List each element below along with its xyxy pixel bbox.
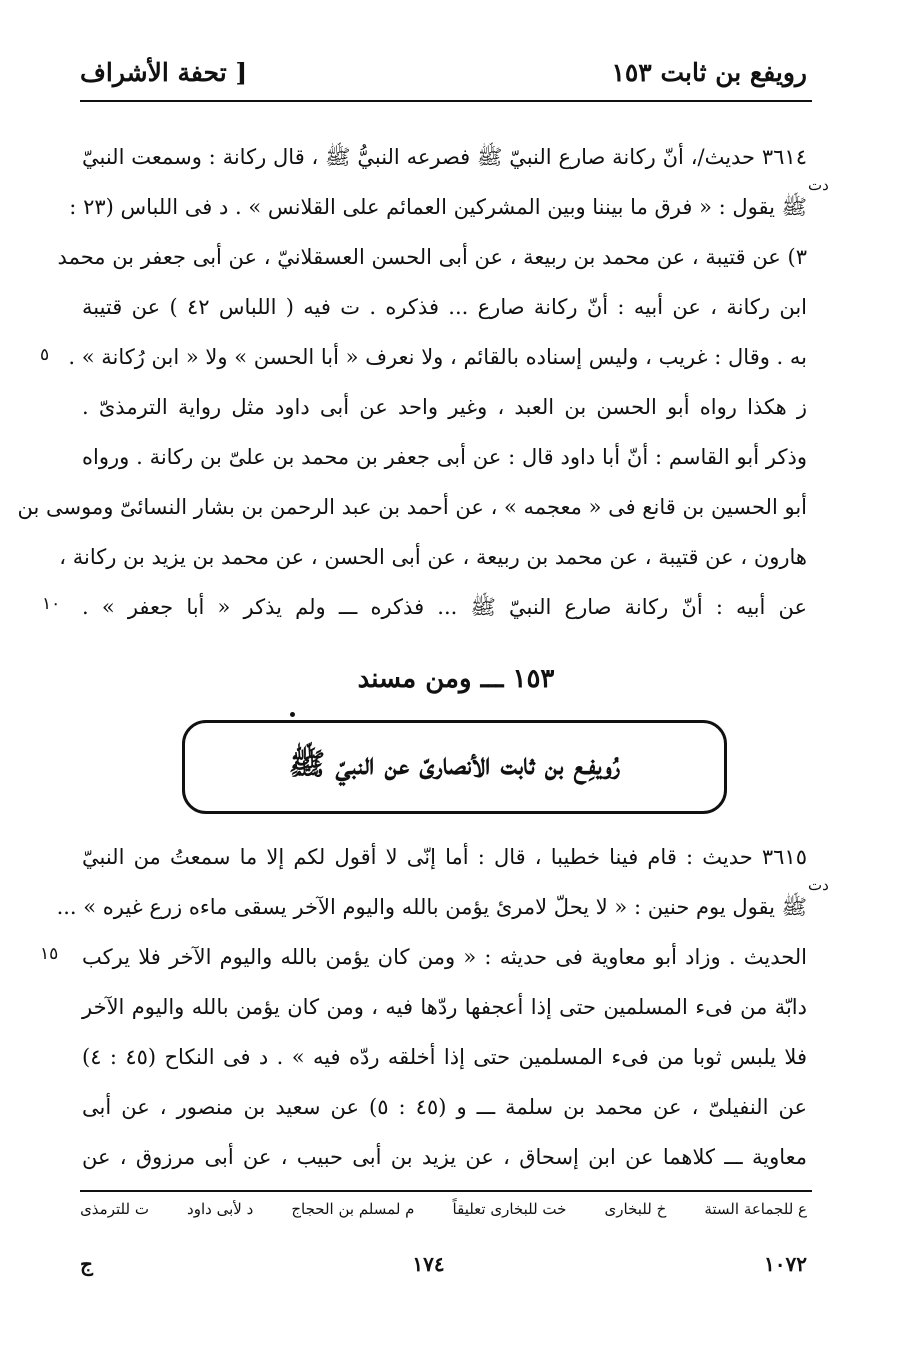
sigla-key	[80, 1200, 807, 1218]
text-line: ٣٦١٤ حديث/، أنّ ركانة صارع النبيّ ﷺ فصرعه النبيُّ ﷺ ، قال ركانة : وسمعت النبيّ	[82, 145, 807, 169]
sigla-item: خت للبخارى تعليقاً	[452, 1200, 567, 1218]
page-number: ١٧٤	[412, 1252, 445, 1276]
text-line: الحديث . وزاد أبو معاوية فى حديثه : « ومن كان يؤمن بالله واليوم الآخر فلا يركب	[82, 945, 807, 969]
line-number: ١٥	[40, 944, 59, 964]
text-line: ٣) عن قتيبة ، عن محمد بن ربيعة ، عن أبى الحسن العسقلانيّ ، عن أبى جعفر بن محمد	[57, 245, 807, 269]
text-line: به . وقال : غريب ، وليس إسناده بالقائم ، ولا نعرف « أبا الحسن » ولا « ابن رُكانة » .	[68, 345, 807, 369]
signature-letter: ج	[80, 1252, 93, 1276]
text-line: معاوية ـــ كلاهما عن ابن إسحاق ، عن يزيد بن أبى حبيب ، عن أبى مرزوق ، عن	[82, 1145, 807, 1169]
sigla-item: خ للبخارى	[604, 1200, 667, 1218]
text-line: دابّة من فىء المسلمين حتى إذا أعجفها ردّها فيه ، ومن كان يؤمن بالله واليوم الآخر	[82, 995, 807, 1019]
sigla-item: د لأبى داود	[187, 1200, 254, 1218]
text-line: ﷺ يقول يوم حنين : « لا يحلّ لامرئ يؤمن بالله واليوم الآخر يسقى ماءه زرع غيره » ...	[56, 895, 807, 919]
header-title-right: رويفع بن ثابت ١٥٣	[611, 57, 807, 87]
source-marker: دت	[808, 876, 829, 894]
footnote-rule	[80, 1190, 812, 1192]
sigla-item: ع للجماعة الستة	[704, 1200, 807, 1218]
ornament-dot	[290, 712, 295, 717]
hadith-3615	[56, 832, 807, 1182]
companion-title-box	[182, 720, 727, 814]
sigla-item: ت للترمذى	[80, 1200, 149, 1218]
text-line: فلا يلبس ثوبا من فىء المسلمين حتى إذا أخلقه ردّه فيه » . د فى النكاح (٤٥ : ٤)	[82, 1045, 807, 1069]
running-header	[80, 50, 807, 94]
companion-title: رُويفِـع بن ثابت الأنصارىّ عن النبيّ ﷺ	[288, 746, 621, 782]
page-footer	[80, 1252, 807, 1276]
line-number: ١٠	[42, 594, 61, 614]
header-rule	[80, 100, 812, 102]
text-line: ابن ركانة ، عن أبيه : أنّ ركانة صارع ... فذكره . ت فيه ( اللباس ٤٢ ) عن قتيبة	[82, 295, 807, 319]
source-marker: دت	[808, 176, 829, 194]
text-line: عن النفيلىّ ، عن محمد بن سلمة ـــ و (٤٥ : ٥) عن سعيد بن منصور ، عن أبى	[82, 1095, 807, 1119]
musnad-heading: ١٥٣ ـــ ومن مسند	[357, 664, 555, 694]
text-line: ٣٦١٥ حديث : قام فينا خطيبا ، قال : أما إنّى لا أقول لكم إلا ما سمعتُ من النبيّ	[82, 845, 807, 869]
text-line: هارون ، عن قتيبة ، عن محمد بن ربيعة ، عن أبى الحسن ، عن محمد بن يزيد بن ركانة ،	[59, 545, 807, 569]
text-line: أبو الحسين بن قانع فى « معجمه » ، عن أحمد بن عبد الرحمن بن بشار النسائىّ وموسى بن	[17, 495, 807, 519]
header-title-left: [ تحفة الأشراف	[80, 57, 248, 87]
text-line: ﷺ يقول : « فرق ما بيننا وبين المشركين العمائم على القلانس » . د فى اللباس (٢٣ :	[69, 195, 807, 219]
text-line: ز هكذا رواه أبو الحسن بن العبد ، وغير واحد عن أبى داود مثل رواية الترمذىّ .	[82, 395, 807, 419]
text-line: وذكر أبو القاسم : أنّ أبا داود قال : عن أبى جعفر بن محمد بن علىّ بن ركانة . ورواه	[82, 445, 807, 469]
volume-page-number: ١٠٧٢	[764, 1252, 807, 1276]
sigla-item: م لمسلم بن الحجاج	[291, 1200, 415, 1218]
text-line: عن أبيه : أنّ ركانة صارع النبيّ ﷺ ... فذكره ـــ ولم يذكر « أبا جعفر » .	[82, 595, 807, 619]
line-number: ٥	[40, 345, 50, 365]
